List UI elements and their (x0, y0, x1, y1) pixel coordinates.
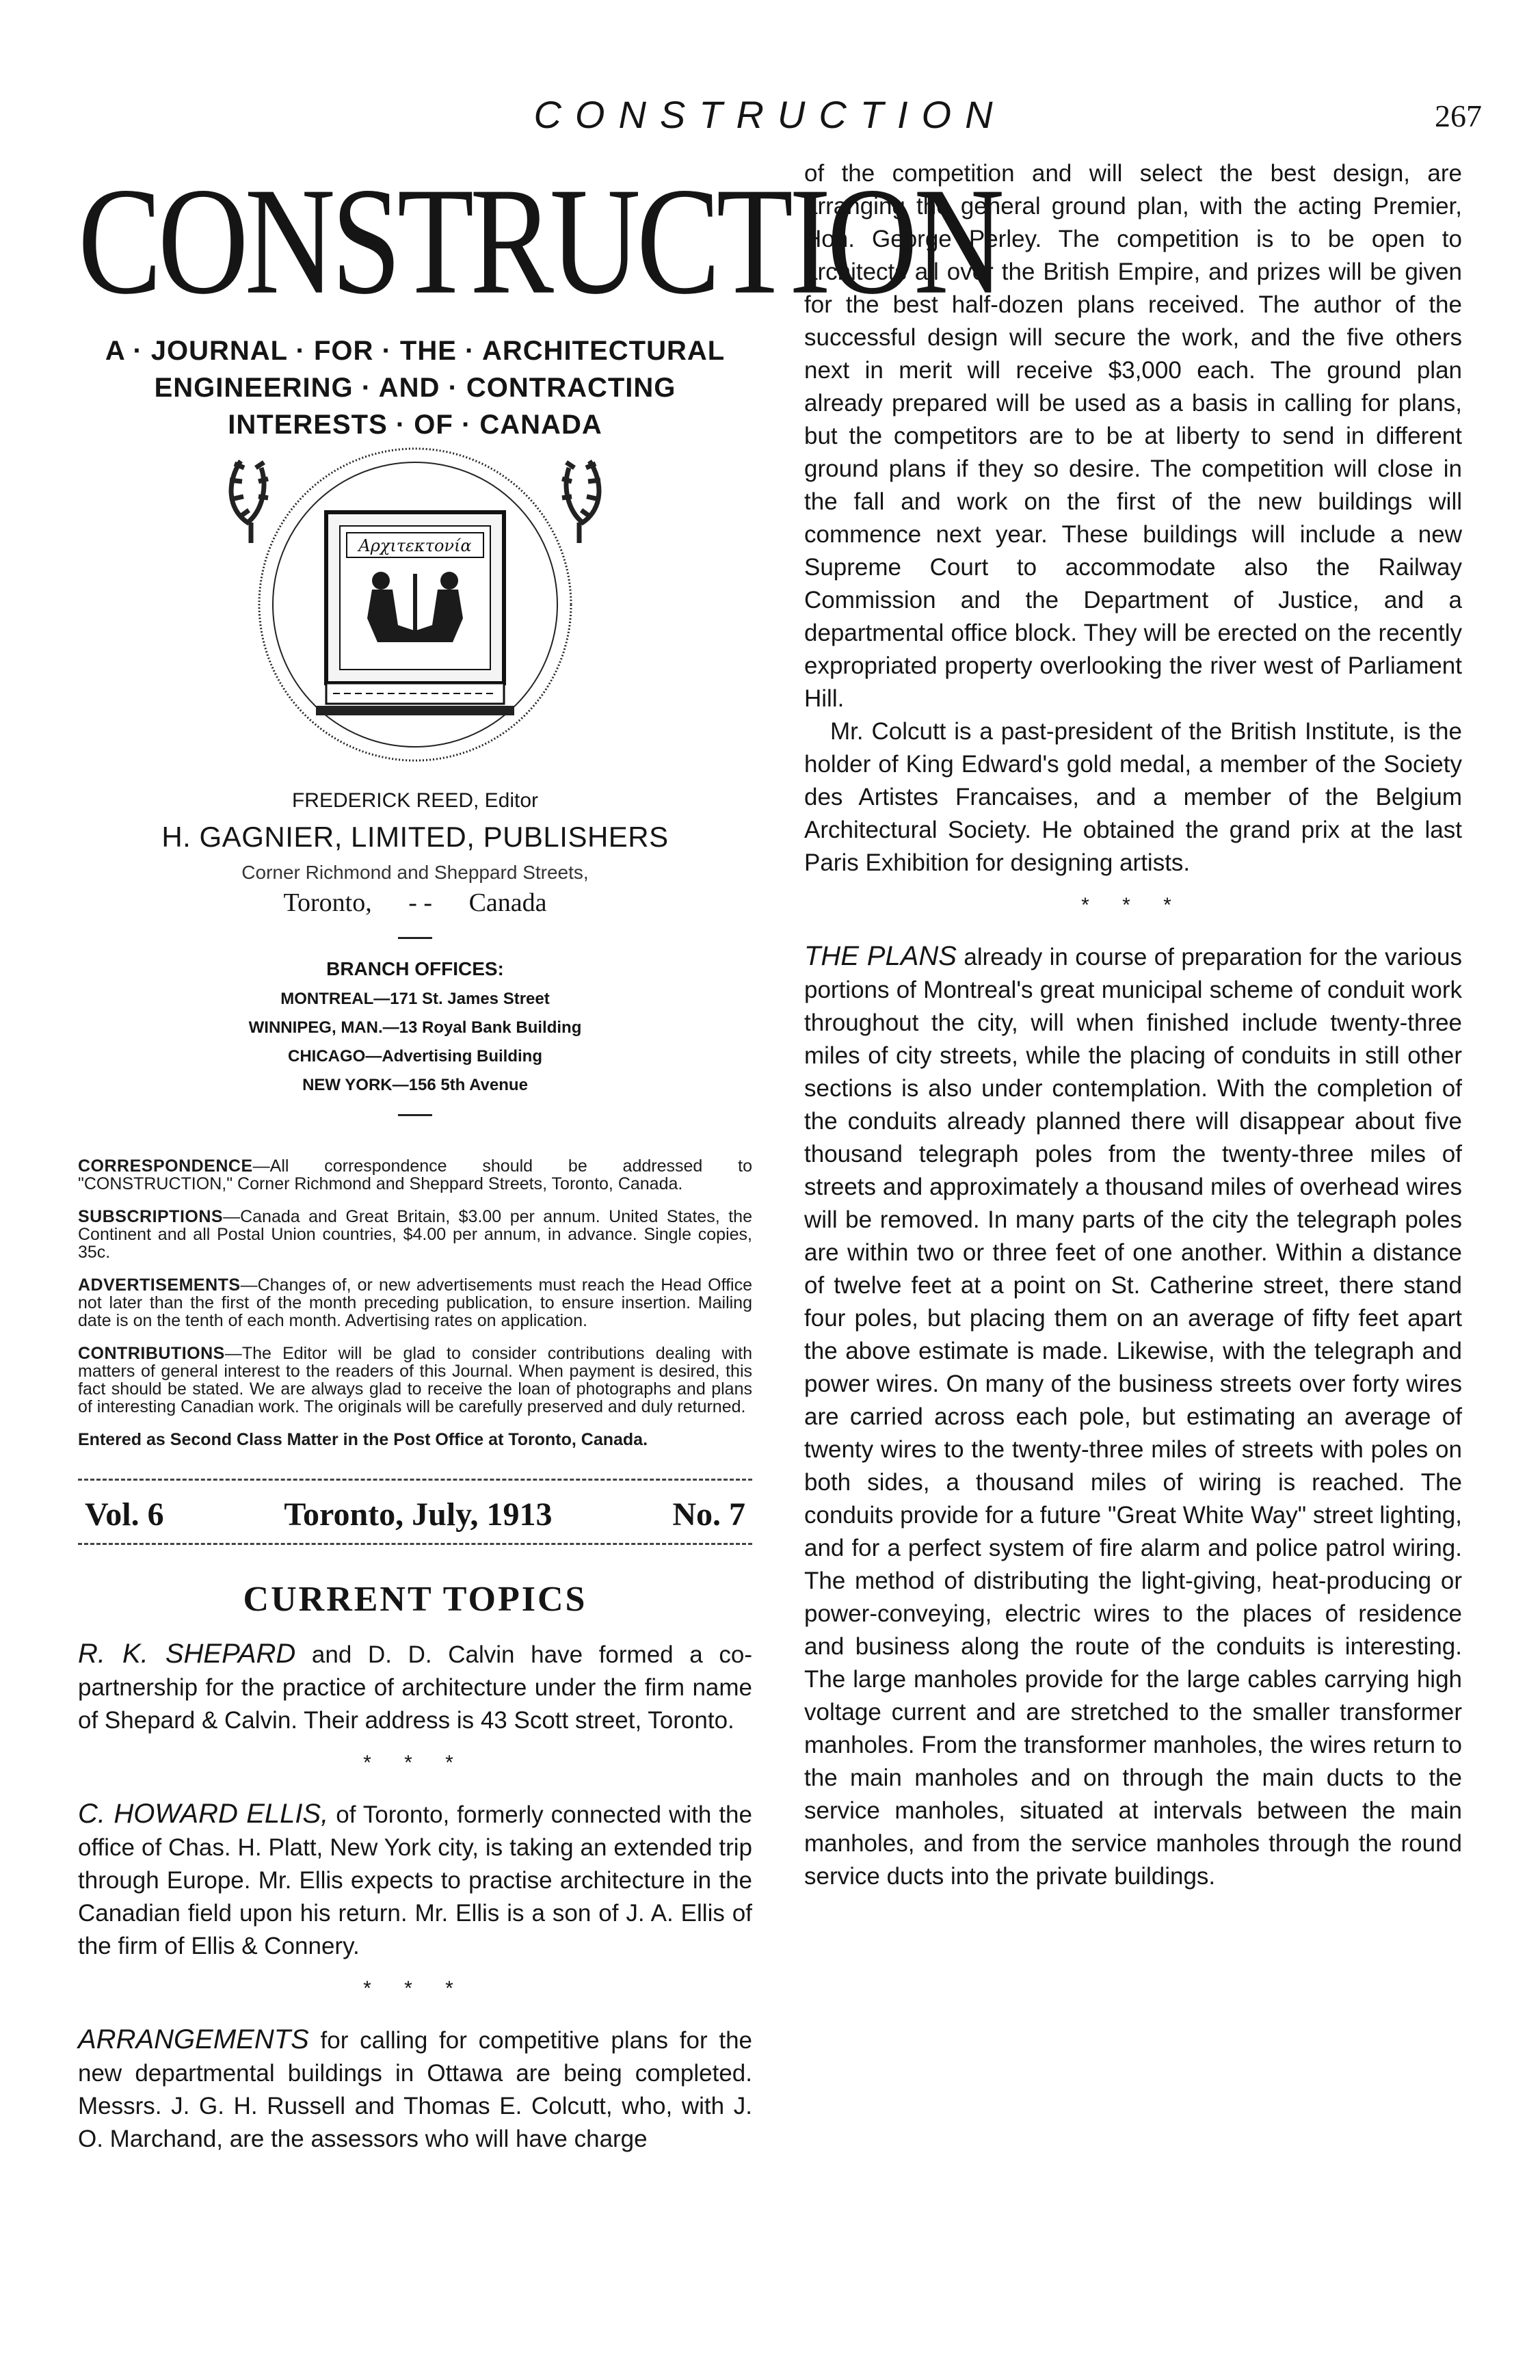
masthead-title: CONSTRUCTION (78, 155, 1000, 326)
place-date: Toronto, July, 1913 (284, 1496, 553, 1533)
article-shepard (78, 1637, 752, 1737)
seal-block (78, 447, 752, 769)
masthead-subtitle (78, 332, 752, 443)
article-colcutt: Mr. Colcutt is a past-president of the British Institute, is the holder of King Edward's gold medal, a member of the Society des Artistes Francaises, and a member of the Belgium Architectural Society. He obtained the grand prix at the last Paris Exhibition for designing artists. (804, 718, 1462, 876)
article-ellis (78, 1797, 752, 1963)
notice-advertisements (78, 1276, 752, 1330)
issue-row (78, 1481, 752, 1543)
entered-notice: Entered as Second Class Matter in the Post Office at Toronto, Canada. (78, 1430, 648, 1449)
short-rule (398, 937, 432, 939)
article-text: of Toronto, formerly connected with the office of Chas. H. Platt, New York city, is taking an extended trip through Europe. Mr. Ellis expects to practise architecture in the Canadian field upon his return. Mr. Ellis is a son of J. A. Ellis of the firm of Ellis & Connery. (78, 1801, 752, 1959)
notice-correspondence (78, 1157, 752, 1193)
issue-number: No. 7 (672, 1496, 745, 1533)
article-text: already in course of preparation for the various portions of Montreal's great municipal scheme of conduit work throughout the city, will when finished include twenty-three miles of city streets, while the placing of conduits in still other sections is also under contemplation. With the completion of the conduits already planned there will disappear about five thousand telegraph poles from the twenty-three miles of streets and approximately a thousand miles of overhead wires will be removed. In many parts of the city the telegraph poles are within two or three feet of one another. Within a distance of twelve feet at a point on St. Catherine street, there stand four poles, but placing them on an average of fifty feet apart the above estimate is made. Likewise, with the telegraph and power wires. On many of the business streets over forty wires are carried across each pole, but estimating an average of twenty wires to the twenty-three miles of streets with poles on both sides, a thousand miles of wiring is reached. The conduits provide for a future "Great White Way" street lighting, and for a perfect system of fire alarm and police patrol wiring. The method of distributing the light-giving, heat-producing or power-conveying, electric wires to the places of residence and business along the route of the conduits is interesting. The large manholes provide for the large cables carrying high voltage current and are stretched to the smaller transformer manholes. From the transformer manholes, the wires return to the main manholes and on through the main ducts to the service manholes, situated at intervals between the main manholes, and from the service manholes through the round service ducts into the private buildings. (804, 944, 1462, 1890)
city: Toronto, (283, 888, 372, 917)
masthead-subtitle-line: INTERESTS · OF · CANADA (228, 410, 602, 440)
notice-label: ADVERTISEMENTS (78, 1275, 241, 1295)
masthead-subtitle-line: ENGINEERING · AND · CONTRACTING (154, 373, 676, 403)
city-separator: - - (408, 888, 433, 917)
article-lead: ARRANGEMENTS (78, 2024, 309, 2054)
right-column (804, 157, 1462, 1893)
article-text: and D. D. Calvin have formed a co-partnership for the practice of architecture under the firm name of Shepard & Calvin. Their address is 43 Scott street, Toronto. (78, 1641, 752, 1734)
country: Canada (468, 888, 547, 917)
notice-contributions (78, 1345, 752, 1416)
notice-text: —All correspondence should be addressed to "CONSTRUCTION," Corner Richmond and Sheppard Streets, Toronto, Canada. (78, 1156, 752, 1193)
notice-label: CORRESPONDENCE (78, 1156, 253, 1176)
branch-office: WINNIPEG, MAN.—13 Royal Bank Building (248, 1018, 582, 1037)
city-row (78, 888, 752, 918)
architecture-seal-icon (213, 447, 617, 769)
seal-text: Αρχιτεκτονία (358, 536, 472, 555)
publisher-line: H. GAGNIER, LIMITED, PUBLISHERS (161, 821, 669, 853)
running-title: CONSTRUCTION (533, 93, 1007, 136)
address-line: Corner Richmond and Sheppard Streets, (241, 862, 589, 883)
article-plans (804, 940, 1462, 1893)
publisher-block (78, 789, 752, 1116)
right-laurel-icon (562, 461, 600, 543)
branch-office: NEW YORK—156 5th Avenue (302, 1076, 528, 1094)
notice-label: CONTRIBUTIONS (78, 1344, 225, 1363)
branch-office: MONTREAL—171 St. James Street (280, 990, 550, 1008)
section-title: CURRENT TOPICS (243, 1580, 587, 1619)
short-rule (398, 1114, 432, 1116)
left-laurel-icon (230, 461, 268, 543)
article-lead: R. K. SHEPARD (78, 1639, 296, 1669)
separator: * * * (363, 1977, 467, 2000)
article-arrangements (78, 2023, 752, 2156)
article-lead: THE PLANS (804, 941, 957, 971)
article-arrangements-continued: of the competition and will select the best design, are arranging the general ground plan, with the acting Premier, Hon. George Perley. The competition is to be open to architects all over the British Empire, and prizes will be given for the best half-dozen plans received. The author of the successful design will secure the work, and the five others next in merit will receive $3,000 each. The ground plan already prepared will be used as a basis in calling for plans, but the competitors are to be at liberty to send in different ground plans if they so desire. The competition will close in the fall and work on the first of the new buildings will commence next year. These buildings will include a new Supreme Court to accommodate also the Railway Commission and the Department of Justice, and a departmental office block. They will be erected on the recently expropriated property overlooking the river west of Parliament Hill. (804, 160, 1462, 712)
page-number: 267 (1435, 98, 1482, 133)
article-lead: C. HOWARD ELLIS, (78, 1799, 329, 1829)
dotted-rule (78, 1543, 752, 1545)
separator: * * * (363, 1751, 467, 1774)
notice-text: —Canada and Great Britain, $3.00 per annum. United States, the Continent and all Postal Union countries, $4.00 per annum, in advance. Single copies, 35c. (78, 1207, 752, 1262)
editor-line: FREDERICK REED, Editor (291, 789, 539, 812)
article-text: for calling for competitive plans for the new departmental buildings in Ottawa are being completed. Messrs. J. G. H. Russell and Thomas E. Colcutt, who, with J. O. Marchand, are the assessors who will have charge (78, 2027, 752, 2152)
notice-text: —The Editor will be glad to consider contributions dealing with matters of general interest to the readers of this Journal. When payment is desired, this fact should be stated. We are always glad to receive the loan of photographs and plans of interesting Canadian work. The originals will be carefully preserved and duly returned. (78, 1344, 752, 1416)
volume: Vol. 6 (85, 1496, 164, 1533)
notice-subscriptions (78, 1208, 752, 1261)
branch-offices-title: BRANCH OFFICES: (326, 958, 504, 979)
masthead-subtitle-line: A · JOURNAL · FOR · THE · ARCHITECTURAL (105, 336, 726, 366)
publication-notices (78, 1157, 752, 1449)
current-topics-right (804, 157, 1462, 1893)
current-topics-left (78, 1637, 752, 2156)
separator: * * * (1081, 894, 1185, 916)
issue-bar (78, 1479, 752, 1545)
notice-text: —Changes of, or new advertisements must reach the Head Office not later than the first of the month preceding publication, to ensure insertion. Mailing date is on the tenth of each month. Advertising rates on application. (78, 1275, 752, 1330)
notice-label: SUBSCRIPTIONS (78, 1207, 224, 1226)
branch-office: CHICAGO—Advertising Building (288, 1047, 542, 1066)
